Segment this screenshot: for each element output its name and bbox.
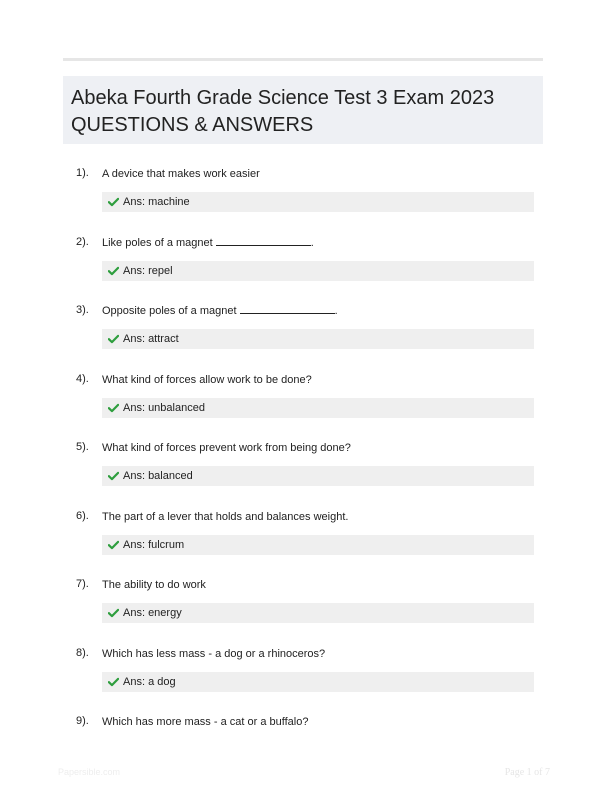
question-item-6: [0, 509, 606, 578]
question-item-5: [0, 440, 606, 509]
question-item-4: [0, 372, 606, 441]
question-number: 2).: [76, 235, 89, 248]
question-number: 1).: [76, 167, 89, 179]
check-icon: [108, 471, 119, 481]
question-text-after-blank: .: [310, 236, 314, 249]
question-list: [0, 166, 606, 783]
question-item-1: [0, 166, 606, 235]
question-number: 4).: [76, 372, 89, 385]
answer-text: Ans: fulcrum: [123, 538, 185, 551]
answer-box: [102, 192, 534, 212]
question-text-before-blank: Opposite poles of a magnet: [102, 305, 237, 317]
title-line-1: Abeka Fourth Grade Science Test 3 Exam 2023: [71, 87, 495, 109]
question-text: [102, 304, 338, 318]
check-icon: [108, 266, 119, 276]
answer-box: [102, 398, 534, 418]
question-number: 8).: [76, 646, 89, 659]
answer-text: Ans: machine: [123, 196, 190, 208]
check-icon: [108, 540, 119, 550]
title-line-2: QUESTIONS & ANSWERS: [71, 114, 314, 136]
question-number: 7).: [76, 578, 89, 590]
question-item-3: [0, 303, 606, 372]
check-icon: [108, 403, 119, 413]
fill-in-blank: [216, 236, 311, 246]
question-item-8: [0, 646, 606, 715]
question-text: A device that makes work easier: [102, 168, 260, 180]
question-number: 3).: [76, 304, 89, 316]
question-text: What kind of forces allow work to be done?: [102, 373, 312, 386]
question-item-7: [0, 577, 606, 646]
answer-box: [102, 261, 534, 281]
question-text: What kind of forces prevent work from being done?: [102, 442, 351, 454]
answer-box: [102, 672, 534, 692]
answer-text: Ans: balanced: [123, 470, 193, 482]
answer-box: [102, 466, 534, 486]
question-text-after-blank: .: [334, 305, 338, 317]
question-number: 6).: [76, 509, 89, 522]
answer-box: [102, 329, 534, 349]
answer-box: [102, 535, 534, 555]
question-text: Which has more mass - a cat or a buffalo?: [102, 716, 309, 728]
check-icon: [108, 334, 119, 344]
page-indicator: Page 1 of 7: [504, 767, 550, 778]
question-number: 5).: [76, 441, 89, 453]
question-text-before-blank: Like poles of a magnet: [102, 236, 213, 249]
check-icon: [108, 197, 119, 207]
answer-text: Ans: repel: [123, 264, 173, 277]
answer-box: [102, 603, 534, 623]
check-icon: [108, 608, 119, 618]
question-text: [102, 236, 314, 250]
answer-text: Ans: unbalanced: [123, 401, 205, 414]
question-text: The ability to do work: [102, 579, 206, 591]
footer-watermark: Papersible.com: [58, 767, 121, 777]
question-item-2: [0, 235, 606, 304]
document-title: [63, 76, 543, 144]
question-number: 9).: [76, 715, 89, 727]
check-icon: [108, 677, 119, 687]
answer-text: Ans: energy: [123, 607, 182, 619]
fill-in-blank: [240, 304, 335, 314]
top-divider: [63, 58, 543, 61]
answer-text: Ans: a dog: [123, 675, 176, 688]
answer-text: Ans: attract: [123, 333, 179, 345]
question-text: Which has less mass - a dog or a rhinoceros?: [102, 647, 326, 660]
question-text: The part of a lever that holds and balances weight.: [102, 510, 349, 523]
